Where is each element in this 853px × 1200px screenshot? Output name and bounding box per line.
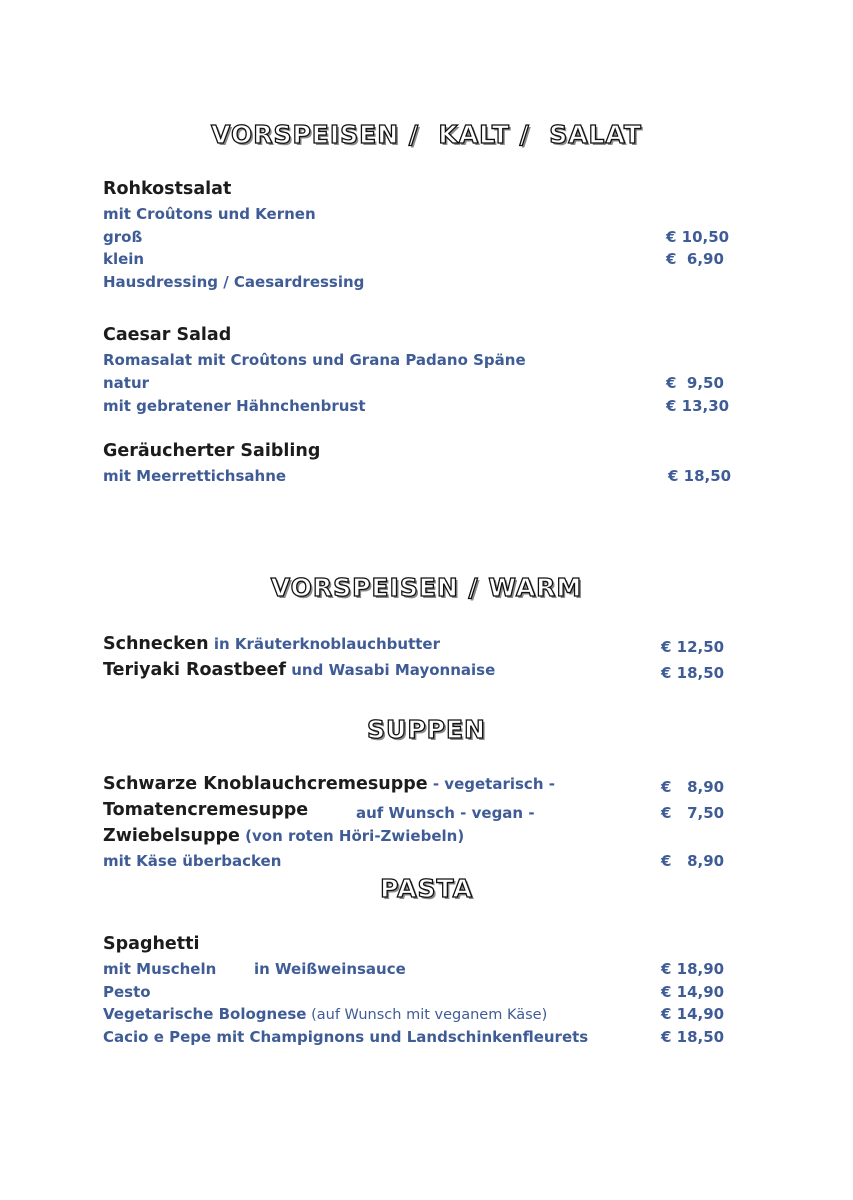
- teriyaki-price: € 18,50: [661, 664, 725, 682]
- spaghetti-muscheln-label: mit Muscheln: [103, 960, 217, 978]
- rohkostsalat-small-price: € 6,90: [666, 250, 724, 268]
- section-title-cold: VORSPEISEN / KALT / SALAT: [211, 120, 642, 149]
- dish-schnecken-desc: in Kräuterknoblauchbutter: [208, 635, 441, 653]
- tomatensuppe-price: € 7,50: [661, 804, 725, 822]
- spaghetti-bolognese-label: Vegetarische Bolognese: [103, 1005, 307, 1023]
- spaghetti-cacio-label: Cacio e Pepe mit Champignons und Landschinkenfleurets: [103, 1028, 589, 1046]
- caesar-natur-label: natur: [103, 374, 150, 392]
- dish-schnecken: Schnecken: [103, 634, 209, 654]
- dish-saibling: Geräucherter Saibling: [103, 441, 321, 461]
- dish-rohkostsalat: Rohkostsalat: [103, 179, 232, 199]
- dish-knoblauchsuppe-row: [103, 774, 555, 794]
- caesar-natur-price: € 9,50: [666, 374, 724, 392]
- rohkostsalat-dressing: Hausdressing / Caesardressing: [103, 273, 365, 291]
- dish-teriyaki-desc: und Wasabi Mayonnaise: [286, 661, 496, 679]
- spaghetti-muscheln-sauce: in Weißweinsauce: [254, 960, 406, 978]
- dish-tomatensuppe: Tomatencremesuppe: [103, 800, 309, 820]
- dish-teriyaki: Teriyaki Roastbeef: [103, 660, 287, 680]
- zwiebelsuppe-option: mit Käse überbacken: [103, 852, 282, 870]
- zwiebelsuppe-price: € 8,90: [661, 852, 725, 870]
- caesar-chicken-price: € 13,30: [666, 397, 730, 415]
- dish-rohkostsalat-desc: mit Croûtons und Kernen: [103, 205, 316, 223]
- section-title-warm: VORSPEISEN / WARM: [270, 573, 583, 602]
- dish-teriyaki-row: [103, 660, 495, 680]
- spaghetti-bolognese-note: (auf Wunsch mit veganem Käse): [306, 1007, 548, 1023]
- spaghetti-pesto-price: € 14,90: [661, 983, 725, 1001]
- dish-tomatensuppe-desc: auf Wunsch - vegan -: [356, 804, 535, 822]
- dish-saibling-desc: mit Meerrettichsahne: [103, 467, 287, 485]
- saibling-price: € 18,50: [668, 467, 732, 485]
- dish-spaghetti: Spaghetti: [103, 934, 200, 954]
- spaghetti-cacio-price: € 18,50: [661, 1028, 725, 1046]
- dish-zwiebelsuppe-row: [103, 826, 464, 846]
- dish-knoblauchsuppe-desc: - vegetarisch -: [427, 775, 555, 793]
- dish-zwiebelsuppe-desc: (von roten Höri-Zwiebeln): [239, 827, 465, 845]
- rohkostsalat-small-label: klein: [103, 250, 145, 268]
- dish-knoblauchsuppe: Schwarze Knoblauchcremesuppe: [103, 774, 428, 794]
- spaghetti-muscheln-price: € 18,90: [661, 960, 725, 978]
- section-title-pasta: PASTA: [380, 874, 473, 903]
- knoblauchsuppe-price: € 8,90: [661, 778, 725, 796]
- spaghetti-bolognese-price: € 14,90: [661, 1005, 725, 1023]
- schnecken-price: € 12,50: [661, 638, 725, 656]
- dish-zwiebelsuppe: Zwiebelsuppe: [103, 826, 240, 846]
- spaghetti-pesto-label: Pesto: [103, 983, 151, 1001]
- dish-caesar-desc: Romasalat mit Croûtons und Grana Padano Späne: [103, 351, 526, 369]
- spaghetti-bolognese-row: [103, 1005, 547, 1023]
- caesar-chicken-label: mit gebratener Hähnchenbrust: [103, 397, 366, 415]
- dish-caesar-salad: Caesar Salad: [103, 325, 232, 345]
- rohkostsalat-large-label: groß: [103, 228, 143, 246]
- rohkostsalat-large-price: € 10,50: [666, 228, 730, 246]
- section-title-suppen: SUPPEN: [367, 715, 486, 744]
- dish-schnecken-row: [103, 634, 440, 654]
